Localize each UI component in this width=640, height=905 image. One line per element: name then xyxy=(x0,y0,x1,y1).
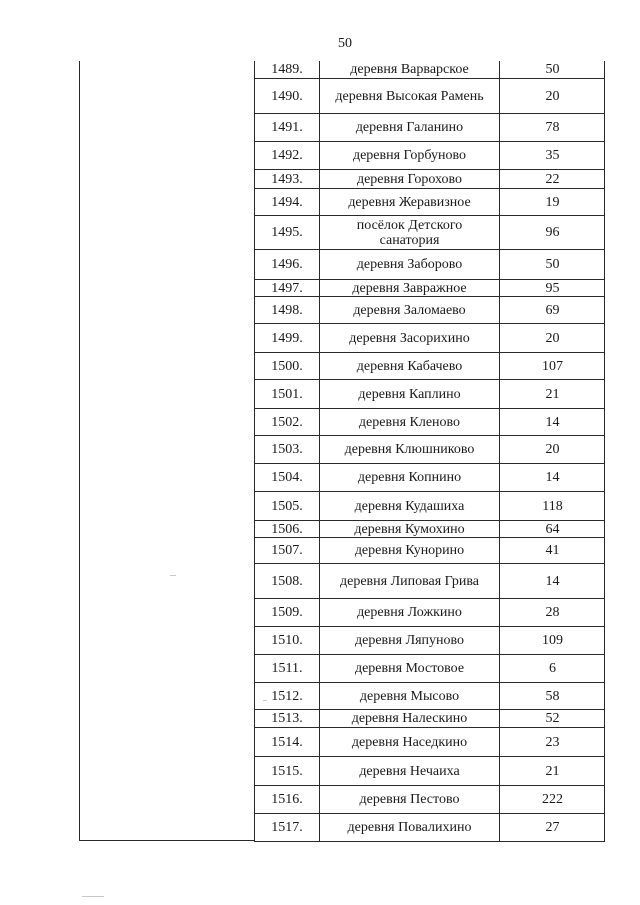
settlement-name: деревня Засорихино xyxy=(320,324,500,352)
table-row xyxy=(255,710,605,728)
settlement-value: 21 xyxy=(545,386,560,402)
table-row xyxy=(255,757,605,786)
settlement-name: деревня Горохово xyxy=(320,170,500,188)
settlement-value: 58 xyxy=(545,688,560,704)
settlement-value: 23 xyxy=(545,734,560,750)
settlement-value: 6 xyxy=(549,661,556,676)
settlement-value: 14 xyxy=(545,470,560,485)
row-number: 1500. xyxy=(255,353,320,379)
table-rows xyxy=(254,61,605,842)
settlement-value: 107 xyxy=(542,358,563,374)
table-row xyxy=(255,61,605,79)
settlement-name: деревня Галанино xyxy=(320,114,500,141)
row-number: 1504. xyxy=(255,464,320,491)
row-number: 1509. xyxy=(255,599,320,626)
settlement-name: деревня Кленово xyxy=(320,409,500,435)
settlement-value: 27 xyxy=(545,820,560,835)
settlement-value: 96 xyxy=(545,225,560,240)
settlement-name: деревня Мостовое xyxy=(320,655,500,682)
settlement-name: деревня Копнино xyxy=(320,464,500,491)
settlement-name: деревня Высокая Рамень xyxy=(320,79,500,113)
table-row xyxy=(255,683,605,710)
row-number: 1489. xyxy=(255,61,320,78)
settlement-name: деревня Варварское xyxy=(320,61,500,78)
page-number: 50 xyxy=(338,36,352,51)
settlement-name: деревня Мысово xyxy=(320,683,500,709)
row-number: 1497. xyxy=(255,280,320,296)
row-number: 1506. xyxy=(255,521,320,537)
row-number: 1494. xyxy=(255,189,320,215)
settlement-name: деревня Клюшниково xyxy=(320,436,500,463)
row-number: 1510. xyxy=(255,627,320,654)
settlement-name: деревня Налескино xyxy=(320,710,500,727)
settlement-value: 20 xyxy=(545,88,560,104)
settlement-value: 78 xyxy=(545,120,560,135)
settlement-name: деревня Повалихино xyxy=(320,814,500,841)
settlement-name: деревня Заборово xyxy=(320,250,500,279)
table-row xyxy=(255,250,605,280)
settlement-value: 118 xyxy=(542,498,563,514)
settlement-value: 20 xyxy=(545,330,560,346)
table-row xyxy=(255,814,605,842)
settlement-value: 69 xyxy=(545,302,560,318)
settlement-name: деревня Нечаиха xyxy=(320,757,500,785)
settlement-name: деревня Заломаево xyxy=(320,297,500,323)
settlement-value: 41 xyxy=(545,543,560,558)
settlement-value: 64 xyxy=(545,521,560,537)
row-number: 1491. xyxy=(255,114,320,141)
settlement-name: деревня Каплино xyxy=(320,380,500,408)
row-number: 1490. xyxy=(255,79,320,113)
settlement-name: деревня Завражное xyxy=(320,280,500,296)
settlement-value: 50 xyxy=(545,257,560,272)
settlement-name: деревня Кумохино xyxy=(320,521,500,537)
settlement-value: 20 xyxy=(545,442,560,457)
row-number: 1514. xyxy=(255,728,320,756)
settlement-value: 222 xyxy=(542,792,563,807)
row-number: 1499. xyxy=(255,324,320,352)
table-row xyxy=(255,353,605,380)
settlement-value: 14 xyxy=(545,414,560,430)
row-number: 1511. xyxy=(255,655,320,682)
settlement-name: деревня Ляпуново xyxy=(320,627,500,654)
table-row xyxy=(255,786,605,814)
settlement-value: 52 xyxy=(545,711,560,726)
row-number: 1496. xyxy=(255,250,320,279)
settlement-value: 21 xyxy=(545,763,560,779)
row-number: 1493. xyxy=(255,170,320,188)
settlement-value: 28 xyxy=(545,605,560,620)
table-row xyxy=(255,492,605,521)
row-number: 1507. xyxy=(255,538,320,563)
row-number: 1492. xyxy=(255,142,320,169)
settlement-value: 19 xyxy=(545,194,560,210)
settlement-value: 22 xyxy=(545,171,560,187)
row-number: 1503. xyxy=(255,436,320,463)
table-row xyxy=(255,436,605,464)
settlement-name: деревня Наседкино xyxy=(320,728,500,756)
row-number: 1515. xyxy=(255,757,320,785)
table-row xyxy=(255,464,605,492)
settlement-name: деревня Кабачево xyxy=(320,353,500,379)
table-row xyxy=(255,521,605,538)
empty-left-column xyxy=(79,61,254,841)
table-row xyxy=(255,189,605,216)
row-number: 1501. xyxy=(255,380,320,408)
settlement-name: деревня Жеравизное xyxy=(320,189,500,215)
settlements-table xyxy=(79,61,606,842)
settlement-name: деревня Липовая Грива xyxy=(320,564,500,598)
table-row xyxy=(255,409,605,436)
table-row xyxy=(255,655,605,683)
settlement-name: деревня Ложкино xyxy=(320,599,500,626)
row-number: 1495. xyxy=(255,216,320,249)
table-row xyxy=(255,380,605,409)
table-row xyxy=(255,79,605,114)
scan-speck xyxy=(170,575,176,576)
scan-speck xyxy=(263,700,267,701)
table-row xyxy=(255,564,605,599)
table-row xyxy=(255,170,605,189)
row-number: 1517. xyxy=(255,814,320,841)
settlement-value: 14 xyxy=(545,573,560,589)
row-number: 1513. xyxy=(255,710,320,727)
row-number: 1516. xyxy=(255,786,320,813)
settlement-name: деревня Пестово xyxy=(320,786,500,813)
settlement-name: посёлок Детского санатория xyxy=(320,216,500,249)
table-row xyxy=(255,114,605,142)
settlement-value: 50 xyxy=(545,62,560,77)
settlement-name: деревня Кунорино xyxy=(320,538,500,563)
table-row xyxy=(255,599,605,627)
table-row xyxy=(255,627,605,655)
row-number: 1508. xyxy=(255,564,320,598)
table-row xyxy=(255,538,605,564)
table-row xyxy=(255,280,605,297)
row-number: 1512. xyxy=(255,683,320,709)
row-number: 1502. xyxy=(255,409,320,435)
table-row xyxy=(255,216,605,250)
row-number: 1498. xyxy=(255,297,320,323)
settlement-name: деревня Горбуново xyxy=(320,142,500,169)
row-number: 1505. xyxy=(255,492,320,520)
table-row xyxy=(255,324,605,353)
settlement-value: 109 xyxy=(542,633,563,648)
table-row xyxy=(255,142,605,170)
settlement-value: 95 xyxy=(545,280,560,296)
table-row xyxy=(255,297,605,324)
settlement-name: деревня Кудашиха xyxy=(320,492,500,520)
scan-speck xyxy=(82,896,104,897)
table-row xyxy=(255,728,605,757)
settlement-value: 35 xyxy=(545,148,560,163)
